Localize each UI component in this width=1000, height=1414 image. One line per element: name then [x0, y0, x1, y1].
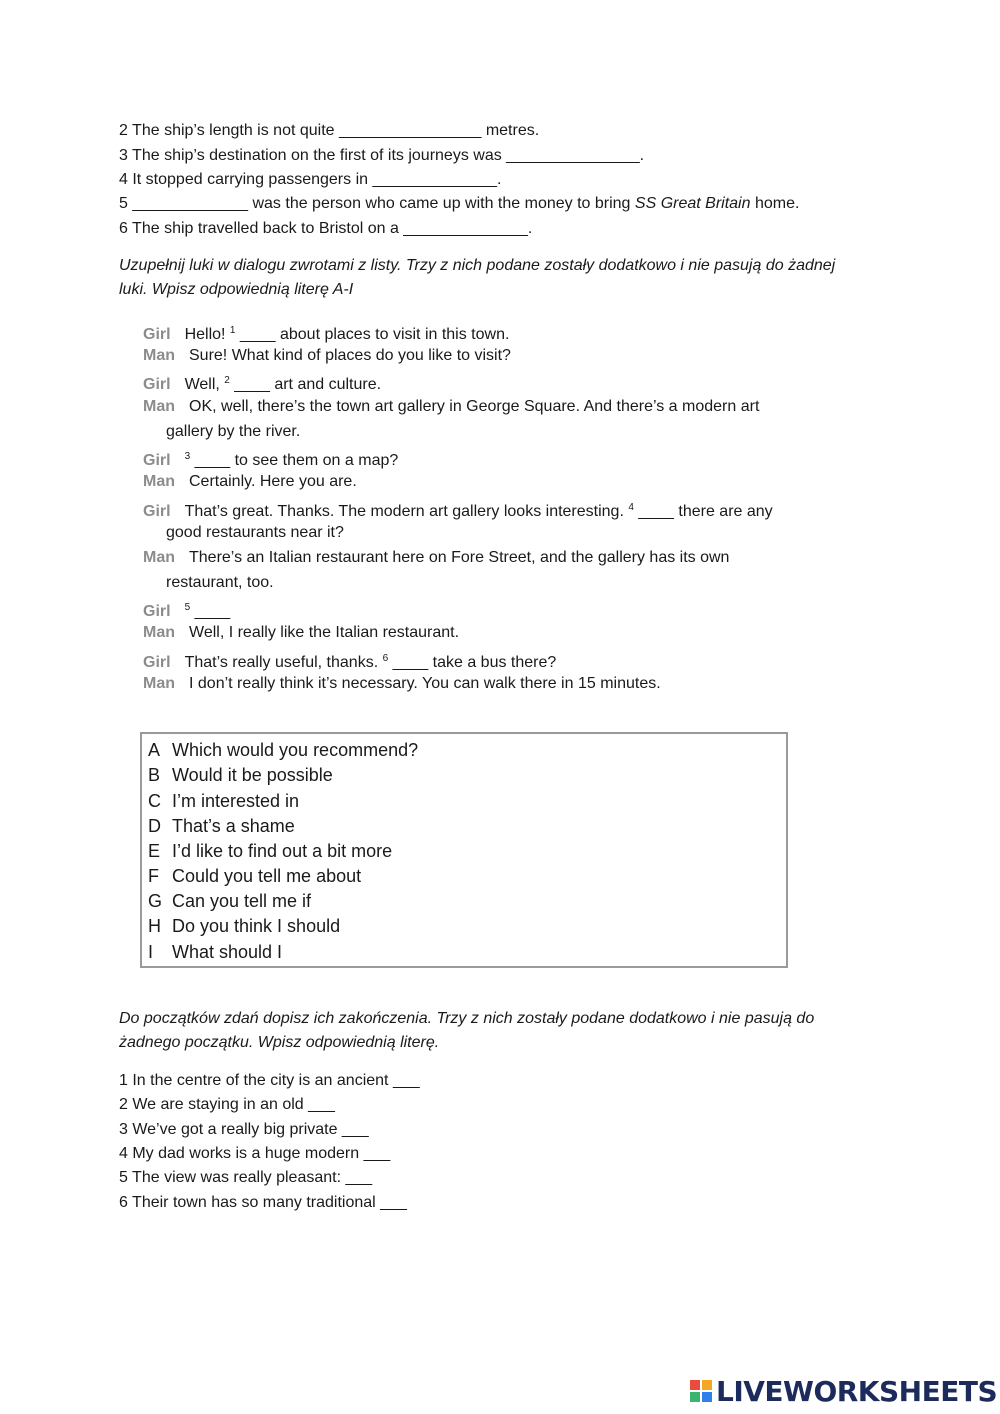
exercise2-instruction: Uzupełnij luki w dialogu zwrotami z listy. Trzy z nich podane zostały dodatkowo i nie pasują do żadnej luki. Wpisz odpowiednią literę A-I [119, 257, 836, 298]
option-c: C I’m interested in [148, 791, 300, 811]
exercise3-item-2: 2 We are staying in an old ___ [119, 1096, 335, 1113]
exercise3-item-3: 3 We’ve got a really big private ___ [119, 1121, 369, 1138]
dialogue-line-10: Man Well, I really like the Italian restaurant. [143, 624, 460, 641]
dialogue-line-2: Man Sure! What kind of places do you like to visit? [143, 347, 511, 364]
dialogue-line-8: Man There’s an Italian restaurant here on Fore Street, and the gallery has its own [143, 549, 730, 566]
dialogue-line-4: Man OK, well, there’s the town art gallery in George Square. And there’s a modern art [143, 398, 760, 415]
liveworksheets-logo [690, 1374, 997, 1408]
dialogue-line-4-cont: gallery by the river. [166, 423, 301, 440]
dialogue-line-8-cont: restaurant, too. [166, 574, 274, 591]
dialogue-line-7-cont: good restaurants near it? [166, 524, 344, 541]
logo-wordmark: LIVEWORKSHEETS [716, 1374, 998, 1408]
option-f: F Could you tell me about [148, 866, 362, 886]
option-h: H Do you think I should [148, 916, 341, 936]
exercise1-item-3: 3 The ship’s destination on the first of its journeys was _______________. [119, 147, 645, 164]
dialogue-line-12: Man I don’t really think it’s necessary. You can walk there in 15 minutes. [143, 675, 661, 692]
exercise3-item-1: 1 In the centre of the city is an ancient ___ [119, 1072, 420, 1089]
logo-grid-icon [690, 1380, 712, 1402]
option-d: D That’s a shame [148, 816, 295, 836]
dialogue-line-1: Girl Hello! $^1$ ____ about places to visit in this town. [143, 325, 510, 343]
dialogue-line-3: Girl Well, $^2$ ____ art and culture. [143, 375, 382, 393]
exercise1-item-6: 6 The ship travelled back to Bristol on a ______________. [119, 220, 533, 237]
option-b: B Would it be possible [148, 765, 333, 785]
option-a: A Which would you recommend? [148, 740, 419, 760]
dialogue-line-9: Girl $^5$ ____ [143, 602, 231, 620]
exercise1-item-4: 4 It stopped carrying passengers in ______________. [119, 171, 502, 188]
dialogue-line-6: Man Certainly. Here you are. [143, 473, 357, 490]
dialogue-line-5: Girl $^3$ ____ to see them on a map? [143, 451, 399, 469]
option-g: G Can you tell me if [148, 891, 312, 911]
exercise3-item-5: 5 The view was really pleasant: ___ [119, 1169, 373, 1186]
exercise1-item-5: 5 _____________ was the person who came up with the money to bring SS Great Britain home. [119, 195, 800, 212]
exercise3-item-6: 6 Their town has so many traditional ___ [119, 1194, 407, 1211]
option-i: I What should I [148, 942, 283, 962]
dialogue-line-7: Girl That’s great. Thanks. The modern art gallery looks interesting. $^4$ ____ there are any [143, 502, 773, 520]
exercise1-item-2: 2 The ship’s length is not quite ________________ metres. [119, 122, 540, 139]
option-e: E I’d like to find out a bit more [148, 841, 393, 861]
dialogue-line-11: Girl That’s really useful, thanks. $^6$ ____ take a bus there? [143, 653, 557, 671]
exercise3-instruction: Do początków zdań dopisz ich zakończenia. Trzy z nich zostały podane dodatkowo i nie pasują do żadnego początku. Wpisz odpowiednią literę. [119, 1010, 815, 1051]
exercise3-item-4: 4 My dad works is a huge modern ___ [119, 1145, 391, 1162]
